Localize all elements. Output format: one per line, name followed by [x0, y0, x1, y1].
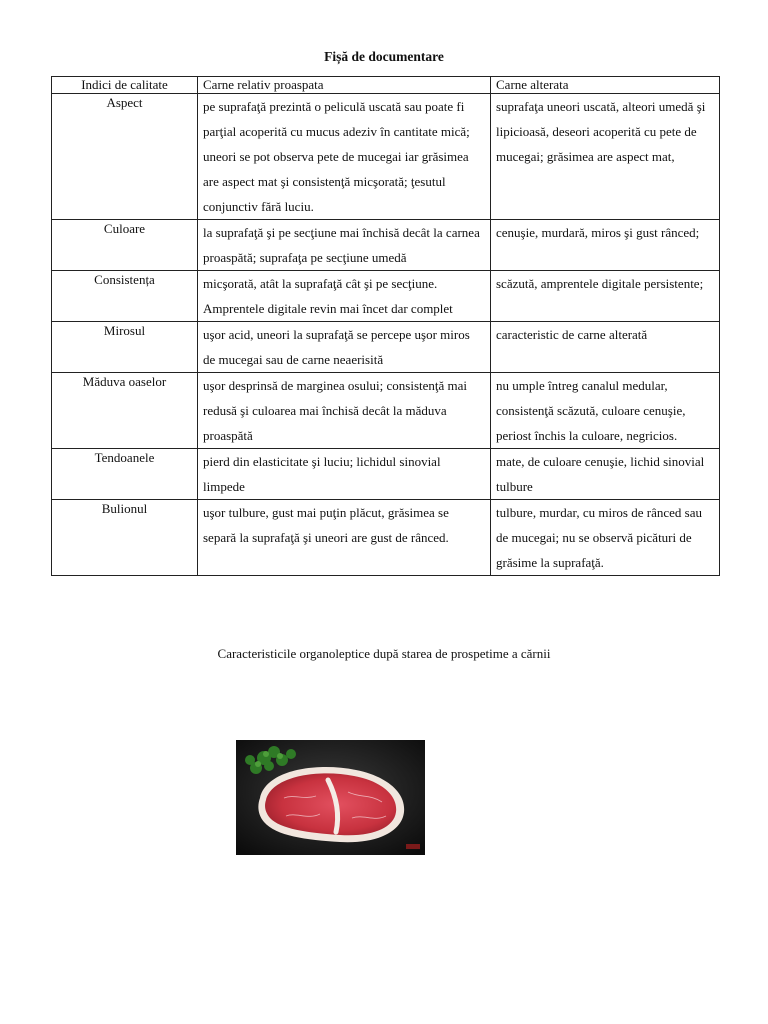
row-alterata: cenuşie, murdară, miros şi gust rânced; [491, 220, 720, 271]
row-relativ-proaspata: pe suprafaţă prezintă o peliculă uscată sau poate fi parţial acoperită cu mucus adeziv în cantitate mică; uneori se pot observa pete de mucegai iar grăsimea are aspect mat şi consistenţă micşorată; ţesutul conjunctiv fără luciu. [198, 94, 491, 220]
table-row [52, 373, 720, 449]
header-cell-alterata: Carne alterata [491, 77, 720, 94]
page-title: Fișă de documentare [324, 49, 444, 64]
header-cell-indicator: Indici de calitate [52, 77, 198, 94]
row-indicator: Bulionul [52, 500, 198, 576]
row-relativ-proaspata: uşor desprinsă de marginea osului; consistenţă mai redusă şi culoarea mai închisă decât la măduva proaspătă [198, 373, 491, 449]
quality-table [51, 76, 720, 576]
row-indicator: Măduva oaselor [52, 373, 198, 449]
row-alterata: suprafaţa uneori uscată, alteori umedă şi lipicioasă, deseori acoperită cu pete de mucegai; grăsimea are aspect mat, [491, 94, 720, 220]
row-alterata: mate, de culoare cenuşie, lichid sinovial tulbure [491, 449, 720, 500]
row-relativ-proaspata: micşorată, atât la suprafaţă cât şi pe secţiune. Amprentele digitale revin mai încet dar complet [198, 271, 491, 322]
meat-steak-photo [236, 740, 425, 855]
row-indicator: Culoare [52, 220, 198, 271]
header-cell-relativ-proaspata: Carne relativ proaspata [198, 77, 491, 94]
table-row [52, 500, 720, 576]
row-relativ-proaspata: la suprafaţă şi pe secţiune mai închisă decât la carnea proaspătă; suprafaţa pe secţiune umedă [198, 220, 491, 271]
table-header-row [52, 77, 720, 94]
row-alterata: tulbure, murdar, cu miros de rânced sau de mucegai; nu se observă picături de grăsime la suprafaţă. [491, 500, 720, 576]
row-alterata: scăzută, amprentele digitale persistente; [491, 271, 720, 322]
row-relativ-proaspata: pierd din elasticitate şi luciu; lichidul sinovial limpede [198, 449, 491, 500]
table-caption: Caracteristicile organoleptice după starea de prospetime a cărnii [217, 646, 551, 661]
table-row [52, 220, 720, 271]
row-indicator: Tendoanele [52, 449, 198, 500]
row-relativ-proaspata: uşor acid, uneori la suprafaţă se percepe uşor miros de mucegai sau de carne neaerisită [198, 322, 491, 373]
table-row [52, 94, 720, 220]
table-row [52, 449, 720, 500]
row-indicator: Consistența [52, 271, 198, 322]
row-alterata: caracteristic de carne alterată [491, 322, 720, 373]
row-relativ-proaspata: uşor tulbure, gust mai puţin plăcut, grăsimea se separă la suprafaţă şi uneori are gust de rânced. [198, 500, 491, 576]
row-indicator: Mirosul [52, 322, 198, 373]
row-alterata: nu umple întreg canalul medular, consistenţă scăzută, culoare cenuşie, periost închis la culoare, negricios. [491, 373, 720, 449]
table-row [52, 322, 720, 373]
row-indicator: Aspect [52, 94, 198, 220]
table-row [52, 271, 720, 322]
